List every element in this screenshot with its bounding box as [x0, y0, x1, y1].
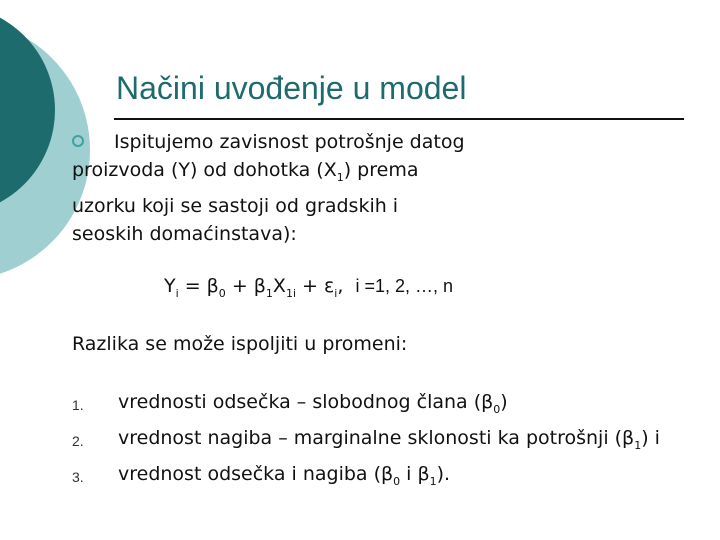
intro-line-2a: proizvoda (Y) od dohotka (X [72, 159, 337, 181]
intro-line-2b: ) prema [343, 159, 419, 181]
list-item-3-sub0: 0 [393, 474, 401, 488]
formula-plus2: + ε [296, 275, 335, 297]
formula-b0-sub: 0 [218, 286, 226, 300]
list-item-2-sub: 1 [634, 438, 642, 452]
formula-eq: = β [178, 275, 219, 297]
title-underline [114, 118, 684, 120]
list-item-2-end: ) i [641, 426, 660, 449]
intro-line-3: uzorku koji se sastoji od gradskih i [72, 194, 399, 217]
intro-line-2-sub: 1 [336, 170, 344, 184]
list-item [72, 426, 712, 458]
formula-x: X [272, 275, 286, 297]
regression-formula [164, 275, 453, 300]
list-item [72, 462, 712, 494]
slide-title: Načini uvođenje u model [116, 70, 467, 106]
formula-range: i =1, 2, …, n [355, 276, 454, 296]
middle-paragraph: Razlika se može ispoljiti u promeni: [72, 333, 408, 355]
numbered-list [72, 390, 712, 497]
list-number: 1. [72, 397, 84, 413]
list-item-3-sub1: 1 [429, 474, 437, 488]
list-item-1-sub: 0 [493, 402, 501, 416]
list-number: 2. [72, 432, 84, 449]
intro-line-1: Ispitujemo zavisnost potrošnje datog [114, 131, 465, 153]
list-item-1-end: ) [500, 391, 508, 413]
list-item-3-text: vrednost odsečka i nagiba (β [118, 462, 394, 485]
formula-e-sub: i [334, 286, 338, 300]
list-number: 3. [72, 468, 84, 485]
bullet-circle-icon [72, 135, 84, 147]
formula-y-sub: i [175, 286, 179, 300]
formula-comma: , [337, 275, 344, 297]
intro-paragraph [72, 128, 572, 248]
list-item-2-text: vrednost nagiba – marginalne sklonosti ka potrošnji (β [118, 426, 635, 449]
formula-x-sub: 1i [285, 286, 297, 300]
formula-b1-sub: 1 [265, 286, 273, 300]
intro-line-4: seoskih domaćinstava): [72, 222, 297, 245]
list-item [72, 390, 712, 422]
formula-y: Y [164, 275, 176, 297]
list-item-3-mid: i β [400, 462, 430, 485]
list-item-3-end: ). [436, 462, 451, 485]
list-item-1-text: vrednosti odsečka – slobodnog člana (β [118, 391, 494, 413]
formula-plus1: + β [225, 275, 266, 297]
